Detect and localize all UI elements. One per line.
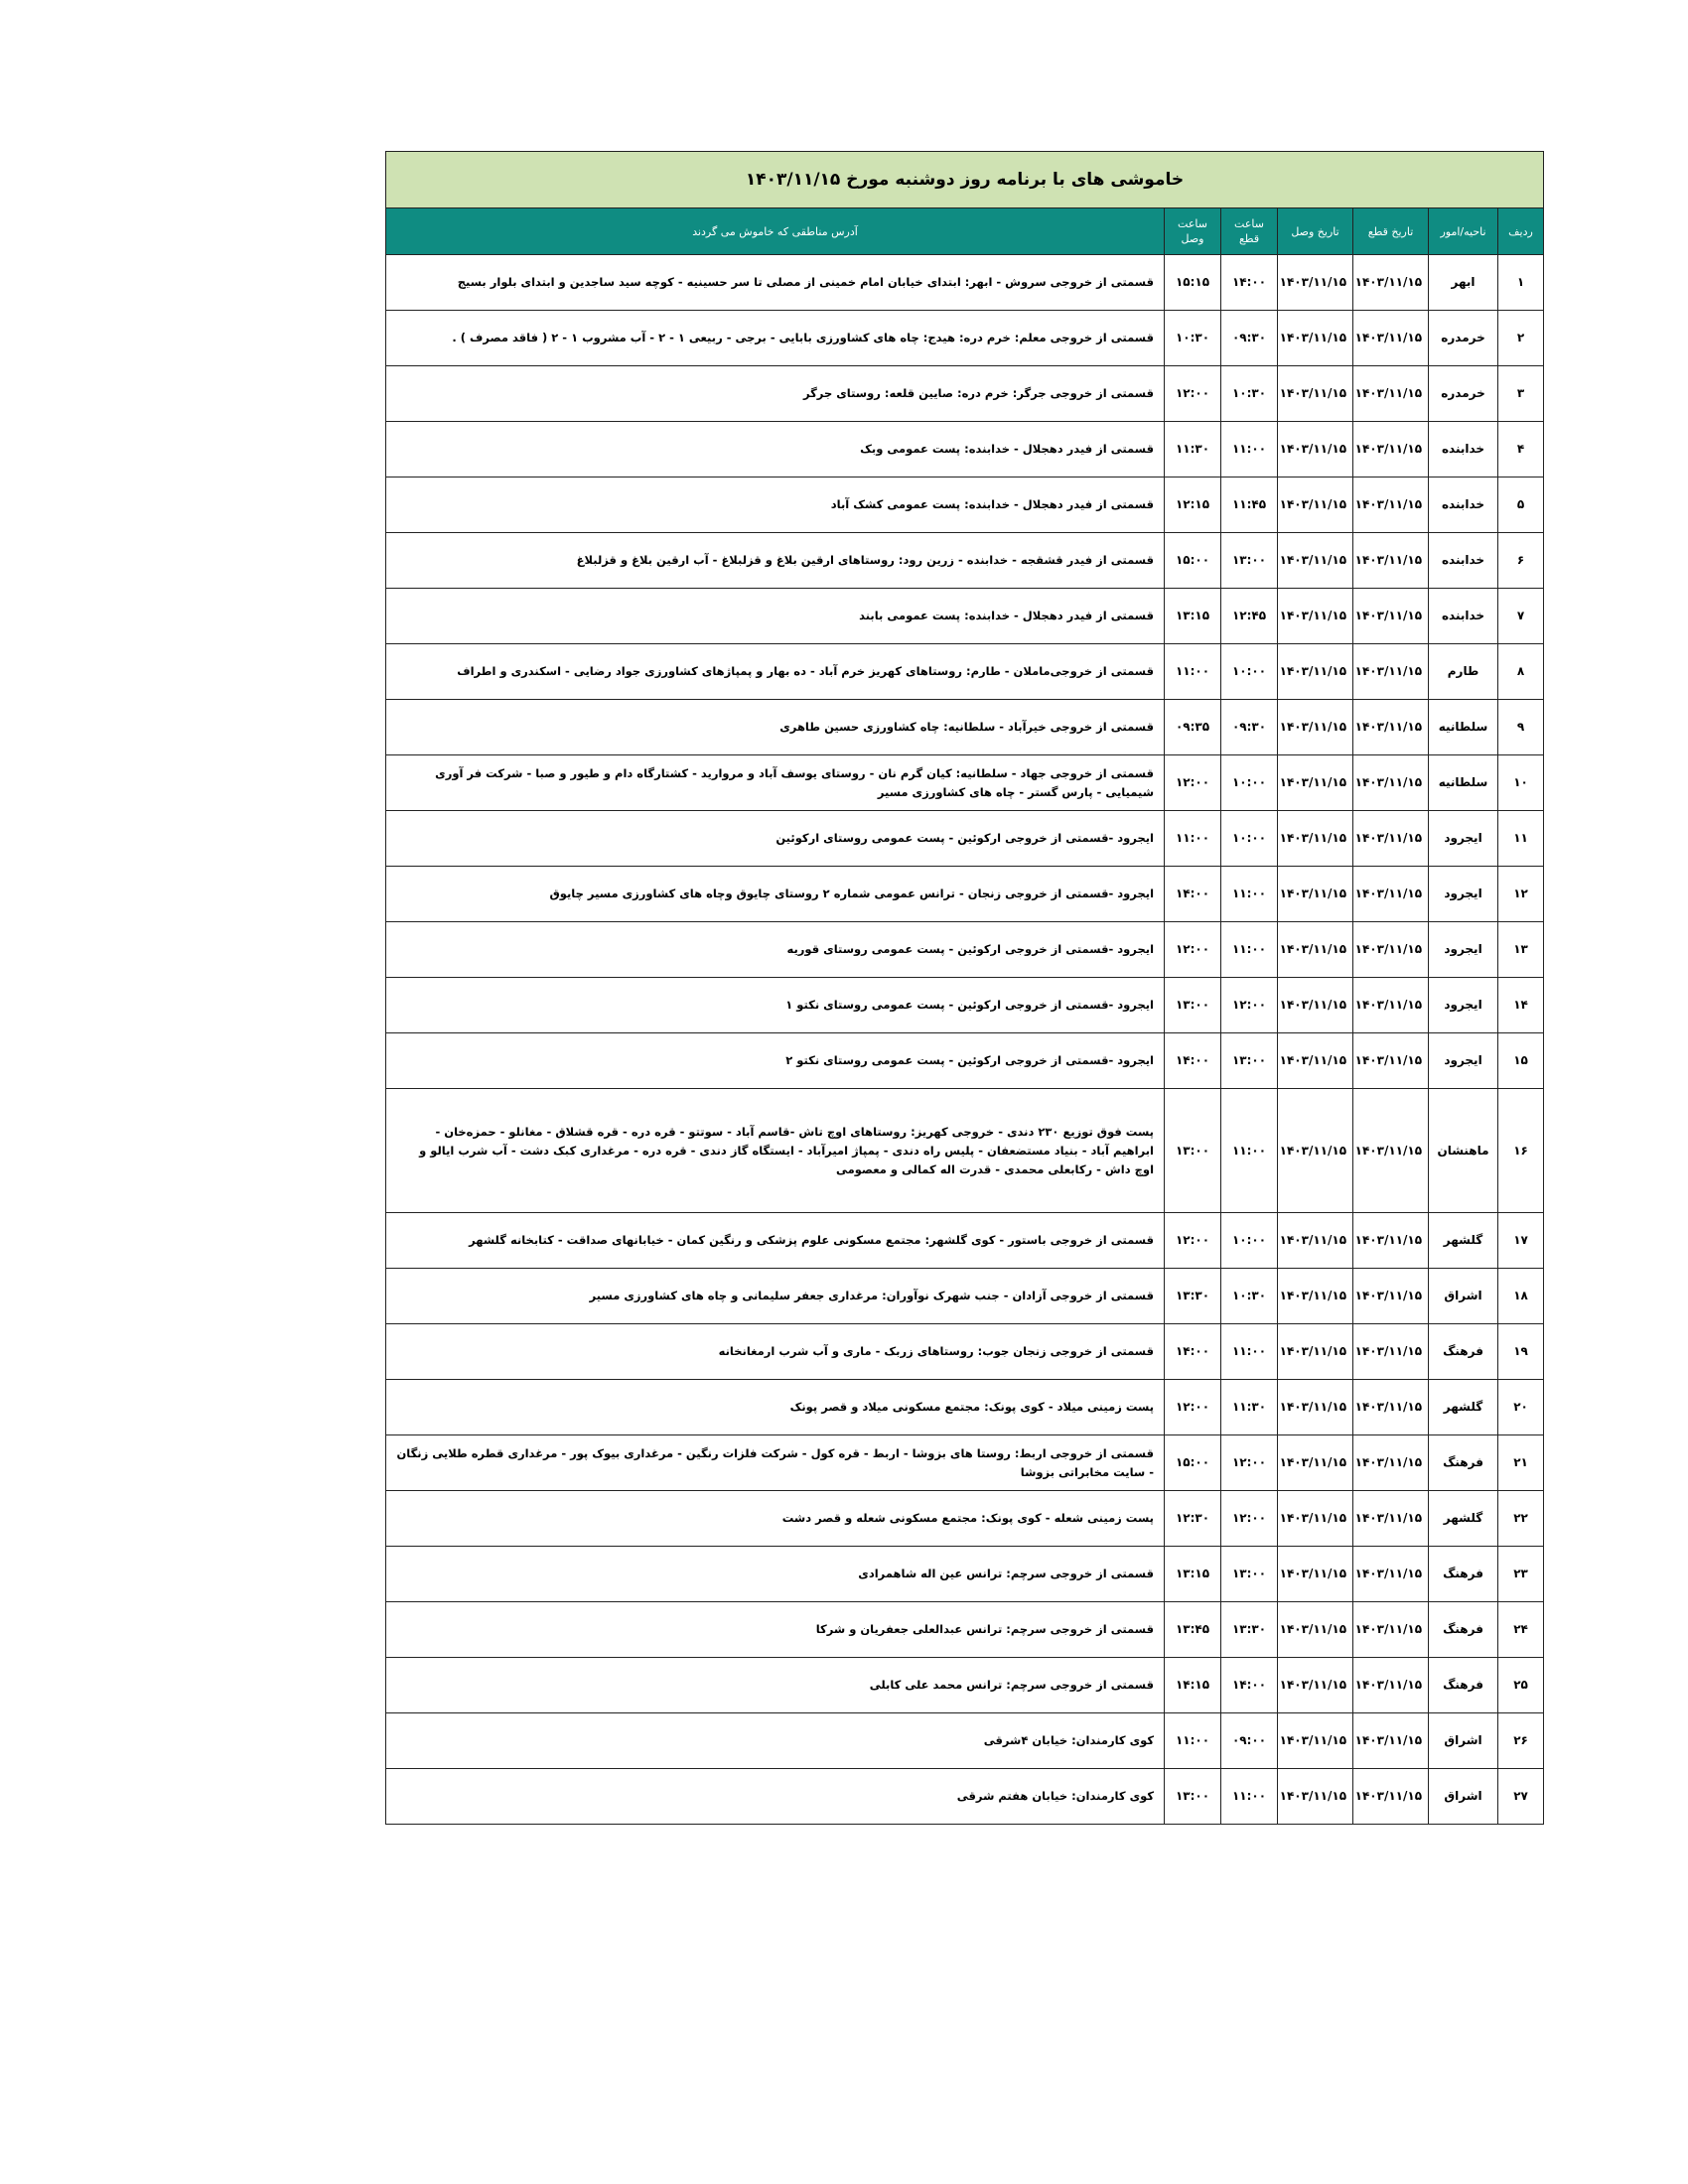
table-row [386,644,1544,700]
row-connect-date: ۱۴۰۳/۱۱/۱۵ [1278,533,1353,589]
outage-schedule-sheet [385,151,1543,1825]
row-connect-time: ۱۲:۰۰ [1165,366,1221,422]
row-number: ۲۷ [1498,1769,1544,1825]
table-row [386,478,1544,533]
row-cut-time: ۱۳:۳۰ [1221,1602,1278,1658]
row-address: قسمتی از فیدر دهجلال - خدابنده: پست عمومی کشک آباد [386,478,1165,533]
row-cut-time: ۱۳:۰۰ [1221,533,1278,589]
header-row-number: ردیف [1498,208,1544,255]
row-area: ایجرود [1429,867,1498,922]
row-number: ۱۲ [1498,867,1544,922]
row-address: ایجرود -قسمتی از خروجی زنجان - ترانس عمومی شماره ۲ روستای چایوق وچاه های کشاورزی مسیر چایوق [386,867,1165,922]
row-connect-date: ۱۴۰۳/۱۱/۱۵ [1278,1602,1353,1658]
row-cut-date: ۱۴۰۳/۱۱/۱۵ [1353,922,1429,978]
row-address: کوی کارمندان: خیابان هفتم شرقی [386,1769,1165,1825]
row-connect-time: ۱۵:۱۵ [1165,255,1221,311]
row-cut-date: ۱۴۰۳/۱۱/۱۵ [1353,1713,1429,1769]
row-area: خدابنده [1429,422,1498,478]
row-area: اشراق [1429,1713,1498,1769]
row-number: ۱۹ [1498,1324,1544,1380]
row-cut-date: ۱۴۰۳/۱۱/۱۵ [1353,1658,1429,1713]
row-cut-date: ۱۴۰۳/۱۱/۱۵ [1353,1033,1429,1089]
row-connect-time: ۱۱:۰۰ [1165,1713,1221,1769]
row-cut-time: ۱۱:۴۵ [1221,478,1278,533]
row-connect-date: ۱۴۰۳/۱۱/۱۵ [1278,1324,1353,1380]
row-cut-time: ۱۴:۰۰ [1221,1658,1278,1713]
row-connect-time: ۰۹:۳۵ [1165,700,1221,755]
row-area: خرمدره [1429,366,1498,422]
row-cut-time: ۱۰:۰۰ [1221,644,1278,700]
row-cut-time: ۱۱:۰۰ [1221,1769,1278,1825]
row-cut-date: ۱۴۰۳/۱۱/۱۵ [1353,478,1429,533]
row-connect-date: ۱۴۰۳/۱۱/۱۵ [1278,1089,1353,1213]
row-connect-date: ۱۴۰۳/۱۱/۱۵ [1278,366,1353,422]
table-row [386,422,1544,478]
row-number: ۷ [1498,589,1544,644]
table-row [386,366,1544,422]
row-cut-date: ۱۴۰۳/۱۱/۱۵ [1353,867,1429,922]
header-address: آدرس مناطقی که خاموش می گردند [386,208,1165,255]
row-address: قسمتی از خروجی اربط: روستا های بزوشا - اربط - قره کول - شرکت فلزات رنگین - مرغداری بیوک پور - مرغداری قطره طلایی زنگان - سایت مخابراتی بزوشا [386,1435,1165,1491]
row-connect-time: ۱۳:۴۵ [1165,1602,1221,1658]
outage-table [385,151,1544,1825]
table-row [386,1213,1544,1269]
row-cut-time: ۱۱:۰۰ [1221,922,1278,978]
row-cut-time: ۱۲:۰۰ [1221,1435,1278,1491]
row-cut-time: ۰۹:۳۰ [1221,700,1278,755]
header-connect-date: تاریخ وصل [1278,208,1353,255]
table-row [386,811,1544,867]
row-cut-time: ۱۱:۳۰ [1221,1380,1278,1435]
row-connect-time: ۱۱:۰۰ [1165,811,1221,867]
table-row [386,1769,1544,1825]
row-connect-date: ۱۴۰۳/۱۱/۱۵ [1278,311,1353,366]
row-cut-time: ۱۰:۳۰ [1221,1269,1278,1324]
row-area: خدابنده [1429,478,1498,533]
row-connect-time: ۱۱:۳۰ [1165,422,1221,478]
table-row [386,1713,1544,1769]
row-connect-date: ۱۴۰۳/۱۱/۱۵ [1278,644,1353,700]
table-row [386,533,1544,589]
table-row [386,1602,1544,1658]
row-connect-time: ۱۳:۰۰ [1165,1769,1221,1825]
row-number: ۱۸ [1498,1269,1544,1324]
row-cut-time: ۰۹:۰۰ [1221,1713,1278,1769]
row-connect-date: ۱۴۰۳/۱۱/۱۵ [1278,922,1353,978]
row-connect-time: ۱۴:۰۰ [1165,867,1221,922]
row-address: ایجرود -قسمتی از خروجی ارکوئین - پست عمومی روستای نکتو ۲ [386,1033,1165,1089]
row-area: ایجرود [1429,811,1498,867]
row-area: ابهر [1429,255,1498,311]
row-cut-date: ۱۴۰۳/۱۱/۱۵ [1353,1491,1429,1547]
row-area: گلشهر [1429,1380,1498,1435]
row-address: قسمتی از خروجی معلم: خرم دره: هیدج: چاه های کشاورزی بابایی - برجی - ربیعی ۱ - ۲ - آب مشروب ۱ - ۲ ( فاقد مصرف ) . [386,311,1165,366]
row-cut-time: ۱۳:۰۰ [1221,1547,1278,1602]
header-cut-time: ساعت قطع [1221,208,1278,255]
row-connect-date: ۱۴۰۳/۱۱/۱۵ [1278,1380,1353,1435]
row-connect-time: ۱۲:۳۰ [1165,1491,1221,1547]
row-address: پست زمینی میلاد - کوی پونک: مجتمع مسکونی میلاد و قصر پونک [386,1380,1165,1435]
row-connect-time: ۱۵:۰۰ [1165,1435,1221,1491]
row-connect-date: ۱۴۰۳/۱۱/۱۵ [1278,422,1353,478]
row-cut-date: ۱۴۰۳/۱۱/۱۵ [1353,1324,1429,1380]
row-connect-time: ۱۲:۰۰ [1165,1380,1221,1435]
row-connect-time: ۱۳:۰۰ [1165,978,1221,1033]
header-connect-time: ساعت وصل [1165,208,1221,255]
row-cut-date: ۱۴۰۳/۱۱/۱۵ [1353,255,1429,311]
row-connect-time: ۱۳:۳۰ [1165,1269,1221,1324]
row-address: ایجرود -قسمتی از خروجی ارکوئین - پست عمومی روستای ارکوئین [386,811,1165,867]
row-cut-date: ۱۴۰۳/۱۱/۱۵ [1353,700,1429,755]
row-connect-time: ۱۵:۰۰ [1165,533,1221,589]
row-number: ۶ [1498,533,1544,589]
row-connect-time: ۱۰:۳۰ [1165,311,1221,366]
row-number: ۱۷ [1498,1213,1544,1269]
row-address: قسمتی از فیدر دهجلال - خدابنده: پست عمومی بابند [386,589,1165,644]
row-connect-date: ۱۴۰۳/۱۱/۱۵ [1278,1658,1353,1713]
row-area: خدابنده [1429,533,1498,589]
row-cut-time: ۱۰:۳۰ [1221,366,1278,422]
row-number: ۱۵ [1498,1033,1544,1089]
row-area: سلطانیه [1429,700,1498,755]
row-cut-date: ۱۴۰۳/۱۱/۱۵ [1353,1380,1429,1435]
row-connect-date: ۱۴۰۳/۱۱/۱۵ [1278,867,1353,922]
row-address: قسمتی از فیدر قشقجه - خدابنده - زرین رود: روستاهای ارقین بلاغ و قزلبلاغ - آب ارقین بلاغ و قزلبلاغ [386,533,1165,589]
row-area: فرهنگ [1429,1435,1498,1491]
row-connect-date: ۱۴۰۳/۱۱/۱۵ [1278,1713,1353,1769]
row-connect-time: ۱۱:۰۰ [1165,644,1221,700]
row-address: کوی کارمندان: خیابان ۴شرقی [386,1713,1165,1769]
row-connect-time: ۱۲:۰۰ [1165,1213,1221,1269]
row-connect-time: ۱۲:۱۵ [1165,478,1221,533]
row-address: قسمتی از خروجی جهاد - سلطانیه: کیان گرم نان - روستای یوسف آباد و مروارید - کشتارگاه دام و طیور و صبا - شرکت فر آوری شیمیایی - پارس گستر - چاه های کشاورزی مسیر [386,755,1165,811]
row-cut-date: ۱۴۰۳/۱۱/۱۵ [1353,1269,1429,1324]
row-number: ۵ [1498,478,1544,533]
row-number: ۲۳ [1498,1547,1544,1602]
row-cut-time: ۰۹:۳۰ [1221,311,1278,366]
row-cut-date: ۱۴۰۳/۱۱/۱۵ [1353,589,1429,644]
row-cut-time: ۱۰:۰۰ [1221,755,1278,811]
table-row [386,1380,1544,1435]
row-cut-date: ۱۴۰۳/۱۱/۱۵ [1353,644,1429,700]
row-cut-time: ۱۰:۰۰ [1221,811,1278,867]
row-area: سلطانیه [1429,755,1498,811]
row-cut-time: ۱۰:۰۰ [1221,1213,1278,1269]
row-address: قسمتی از خروجی سرچم: ترانس محمد علی کابلی [386,1658,1165,1713]
table-row [386,1547,1544,1602]
row-connect-time: ۱۲:۰۰ [1165,922,1221,978]
row-address: قسمتی از خروجی آزادان - جنب شهرک نوآوران: مرغداری جعفر سلیمانی و چاه های کشاورزی مسیر [386,1269,1165,1324]
row-cut-time: ۱۴:۰۰ [1221,255,1278,311]
row-number: ۸ [1498,644,1544,700]
row-cut-date: ۱۴۰۳/۱۱/۱۵ [1353,366,1429,422]
header-cut-date: تاریخ قطع [1353,208,1429,255]
row-connect-date: ۱۴۰۳/۱۱/۱۵ [1278,589,1353,644]
row-connect-time: ۱۳:۰۰ [1165,1089,1221,1213]
row-cut-time: ۱۱:۰۰ [1221,1324,1278,1380]
row-address: پست فوق توزیع ۲۳۰ دندی - خروجی کهریز: روستاهای اوچ تاش -قاسم آباد - سوتتو - قره دره - قره قشلاق - مغانلو - حمزه‌خان - ابراهیم آباد - بنیاد مستضعفان - پلیس راه دندی - پمپاژ امیرآباد - ایستگاه گاز دندی - قره دره - مرغداری کبک دشت - آب شرب ایالو و اوچ داش - رکابعلی محمدی - قدرت اله کمالی و معصومی [386,1089,1165,1213]
row-connect-time: ۱۳:۱۵ [1165,589,1221,644]
row-area: فرهنگ [1429,1602,1498,1658]
table-row [386,1658,1544,1713]
row-address: قسمتی از خروجی سرچم: ترانس عبدالعلی جعفریان و شرکا [386,1602,1165,1658]
table-header-row [386,208,1544,255]
row-area: اشراق [1429,1269,1498,1324]
table-row [386,311,1544,366]
row-number: ۱۶ [1498,1089,1544,1213]
row-cut-time: ۱۳:۰۰ [1221,1033,1278,1089]
row-cut-time: ۱۱:۰۰ [1221,867,1278,922]
row-area: خرمدره [1429,311,1498,366]
row-connect-date: ۱۴۰۳/۱۱/۱۵ [1278,1547,1353,1602]
row-address: قسمتی از فیدر دهجلال - خدابنده: پست عمومی وبک [386,422,1165,478]
row-address: قسمتی از خروجی زنجان جوب: روستاهای زربک - ماری و آب شرب ارمغانخانه [386,1324,1165,1380]
row-connect-date: ۱۴۰۳/۱۱/۱۵ [1278,1435,1353,1491]
row-connect-date: ۱۴۰۳/۱۱/۱۵ [1278,755,1353,811]
row-connect-time: ۱۳:۱۵ [1165,1547,1221,1602]
table-row [386,867,1544,922]
row-cut-date: ۱۴۰۳/۱۱/۱۵ [1353,978,1429,1033]
row-number: ۲۵ [1498,1658,1544,1713]
row-cut-date: ۱۴۰۳/۱۱/۱۵ [1353,755,1429,811]
row-connect-time: ۱۴:۱۵ [1165,1658,1221,1713]
table-row [386,1435,1544,1491]
table-row [386,978,1544,1033]
row-connect-date: ۱۴۰۳/۱۱/۱۵ [1278,1213,1353,1269]
table-row [386,700,1544,755]
row-connect-date: ۱۴۰۳/۱۱/۱۵ [1278,978,1353,1033]
row-cut-time: ۱۲:۰۰ [1221,1491,1278,1547]
row-area: ایجرود [1429,922,1498,978]
table-row [386,1033,1544,1089]
row-number: ۱۴ [1498,978,1544,1033]
row-number: ۹ [1498,700,1544,755]
row-connect-date: ۱۴۰۳/۱۱/۱۵ [1278,478,1353,533]
row-cut-time: ۱۱:۰۰ [1221,422,1278,478]
row-area: فرهنگ [1429,1324,1498,1380]
row-connect-time: ۱۲:۰۰ [1165,755,1221,811]
table-row [386,755,1544,811]
row-number: ۱۰ [1498,755,1544,811]
row-cut-date: ۱۴۰۳/۱۱/۱۵ [1353,811,1429,867]
row-cut-date: ۱۴۰۳/۱۱/۱۵ [1353,533,1429,589]
row-cut-time: ۱۲:۴۵ [1221,589,1278,644]
row-connect-date: ۱۴۰۳/۱۱/۱۵ [1278,1491,1353,1547]
table-row [386,1324,1544,1380]
row-cut-date: ۱۴۰۳/۱۱/۱۵ [1353,311,1429,366]
row-address: قسمتی از خروجی سرچم: ترانس عین اله شاهمرادی [386,1547,1165,1602]
row-connect-date: ۱۴۰۳/۱۱/۱۵ [1278,811,1353,867]
row-area: طارم [1429,644,1498,700]
row-area: اشراق [1429,1769,1498,1825]
table-row [386,1089,1544,1213]
row-connect-date: ۱۴۰۳/۱۱/۱۵ [1278,255,1353,311]
row-connect-time: ۱۴:۰۰ [1165,1033,1221,1089]
row-address: قسمتی از خروجی سروش - ابهر: ابتدای خیابان امام خمینی از مصلی تا سر حسینیه - کوچه سید ساجدین و ابتدای بلوار بسیج [386,255,1165,311]
table-row [386,922,1544,978]
table-row [386,255,1544,311]
row-number: ۱ [1498,255,1544,311]
table-row [386,1491,1544,1547]
row-area: گلشهر [1429,1213,1498,1269]
row-address: قسمتی از خروجی باستور - کوی گلشهر: مجتمع مسکونی علوم پزشکی و رنگین کمان - خیابانهای صداقت - کتابخانه گلشهر [386,1213,1165,1269]
row-address: قسمتی از خروجی جرگر: خرم دره: صایین قلعه: روستای جرگر [386,366,1165,422]
row-number: ۲۱ [1498,1435,1544,1491]
row-address: پست زمینی شعله - کوی پونک: مجتمع مسکونی شعله و قصر دشت [386,1491,1165,1547]
row-connect-time: ۱۴:۰۰ [1165,1324,1221,1380]
row-connect-date: ۱۴۰۳/۱۱/۱۵ [1278,1769,1353,1825]
row-cut-time: ۱۲:۰۰ [1221,978,1278,1033]
row-number: ۲۰ [1498,1380,1544,1435]
table-body [386,255,1544,1825]
row-number: ۲۴ [1498,1602,1544,1658]
row-area: ماهنشان [1429,1089,1498,1213]
header-area: ناحیه/امور [1429,208,1498,255]
row-number: ۳ [1498,366,1544,422]
row-number: ۲۶ [1498,1713,1544,1769]
row-cut-date: ۱۴۰۳/۱۱/۱۵ [1353,1769,1429,1825]
row-area: فرهنگ [1429,1547,1498,1602]
table-title: خاموشی های با برنامه روز دوشنبه مورخ ۱۴۰۳/۱۱/۱۵ [386,152,1544,208]
row-cut-date: ۱۴۰۳/۱۱/۱۵ [1353,1547,1429,1602]
row-address: قسمتی از خروجی خیرآباد - سلطانیه: چاه کشاورزی حسین طاهری [386,700,1165,755]
row-cut-date: ۱۴۰۳/۱۱/۱۵ [1353,422,1429,478]
row-number: ۴ [1498,422,1544,478]
row-connect-date: ۱۴۰۳/۱۱/۱۵ [1278,1033,1353,1089]
row-area: ایجرود [1429,1033,1498,1089]
row-number: ۱۳ [1498,922,1544,978]
row-connect-date: ۱۴۰۳/۱۱/۱۵ [1278,1269,1353,1324]
row-number: ۲ [1498,311,1544,366]
table-row [386,589,1544,644]
row-cut-date: ۱۴۰۳/۱۱/۱۵ [1353,1089,1429,1213]
row-number: ۲۲ [1498,1491,1544,1547]
row-cut-date: ۱۴۰۳/۱۱/۱۵ [1353,1213,1429,1269]
row-area: فرهنگ [1429,1658,1498,1713]
row-cut-time: ۱۱:۰۰ [1221,1089,1278,1213]
row-area: گلشهر [1429,1491,1498,1547]
row-address: ایجرود -قسمتی از خروجی ارکوئین - پست عمومی روستای قوریه [386,922,1165,978]
row-cut-date: ۱۴۰۳/۱۱/۱۵ [1353,1435,1429,1491]
table-row [386,1269,1544,1324]
row-number: ۱۱ [1498,811,1544,867]
row-area: خدابنده [1429,589,1498,644]
row-address: ایجرود -قسمتی از خروجی ارکوئین - پست عمومی روستای نکتو ۱ [386,978,1165,1033]
row-area: ایجرود [1429,978,1498,1033]
row-connect-date: ۱۴۰۳/۱۱/۱۵ [1278,700,1353,755]
row-cut-date: ۱۴۰۳/۱۱/۱۵ [1353,1602,1429,1658]
row-address: قسمتی از خروجی‌ماملان - طارم: روستاهای کهریز خرم آباد - ده بهار و پمپاژهای کشاورزی جواد رضایی - اسکندری و اطراف [386,644,1165,700]
